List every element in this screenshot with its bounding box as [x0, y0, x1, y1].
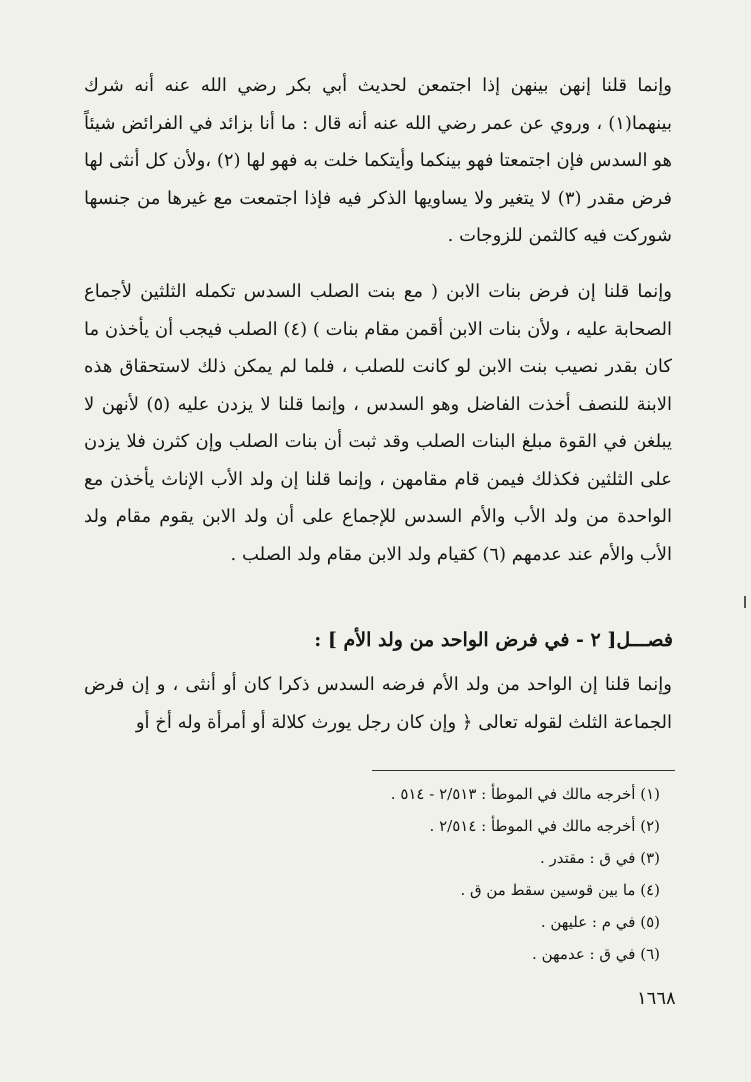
- footnote-1: (١) أخرجه مالك في الموطأ : ٢/٥١٣ - ٥١٤ .: [390, 785, 660, 803]
- paragraph-3: وإنما قلنا إن الواحد من ولد الأم فرضه السدس ذكرا كان أو أنثى ، و إن فرض الجماعة الثلث لقوله تعالى ﴿ وإن كان رجل يورث كلالة أو أمرأة وله أخ أو: [84, 674, 672, 733]
- footnotes: [300, 778, 660, 970]
- footnote-2: (٢) أخرجه مالك في الموطأ : ٢/٥١٤ .: [429, 817, 660, 835]
- footnote-divider: [372, 770, 675, 771]
- footnote-6: (٦) في ق : عدمهن .: [532, 945, 660, 963]
- page-number: ١٦٦٨: [637, 988, 676, 1009]
- footnote-3: (٣) في ق : مقتدر .: [539, 849, 660, 867]
- footnote-5: (٥) في م : عليهن .: [540, 913, 660, 931]
- section-heading: فصـــل[ ٢ - في فرض الواحد من ولد الأم ] :: [314, 629, 673, 651]
- paragraph-1: وإنما قلنا إنهن بينهن إذا اجتمعن لحديث أبي بكر رضي الله عنه أنه شرك بينهما(١) ، وروي عن عمر رضي الله عنه أنه قال : ما أنا بزائد في الفرائض شيئاً هو السدس فإن اجتمعتا فهو بينكما وأيتكما خلت به فهو لها (٢) ،ولأن كل أنثى لها فرض مقدر (٣) لا يتغير ولا يساويها الذكر فيه فإذا اجتمعت مع غيرها من جنسها شوركت فيه كالثمن للزوجات .: [84, 75, 672, 246]
- page-edge-mark: [744, 596, 746, 608]
- footnote-4: (٤) ما بين قوسين سقط من ق .: [460, 881, 660, 899]
- paragraph-2: وإنما قلنا إن فرض بنات الابن ( مع بنت الصلب السدس تكمله الثلثين لأجماع الصحابة عليه ، ولأن بنات الابن أقمن مقام بنات ) (٤) الصلب فيجب أن يأخذن ما كان بقدر نصيب بنت الابن لو كانت للصلب ، فلما لم يمكن ذلك لاستحقاق هذه الابنة للنصف أخذت الفاضل وهو السدس ، وإنما قلنا لا يزدن عليه (٥) لأنهن لا يبلغن في القوة مبلغ البنات الصلب وقد ثبت أن بنات الصلب وإن كثرن فلا يزدن على الثلثين فكذلك فيمن قام مقامهن ، وإنما قلنا إن ولد الأب الإناث يأخذن مع الواحدة من ولد الأب والأم السدس للإجماع على أن ولد الابن يقوم مقام ولد الأب والأم عند عدمهم (٦) كقيام ولد الابن مقام ولد الصلب .: [84, 281, 673, 565]
